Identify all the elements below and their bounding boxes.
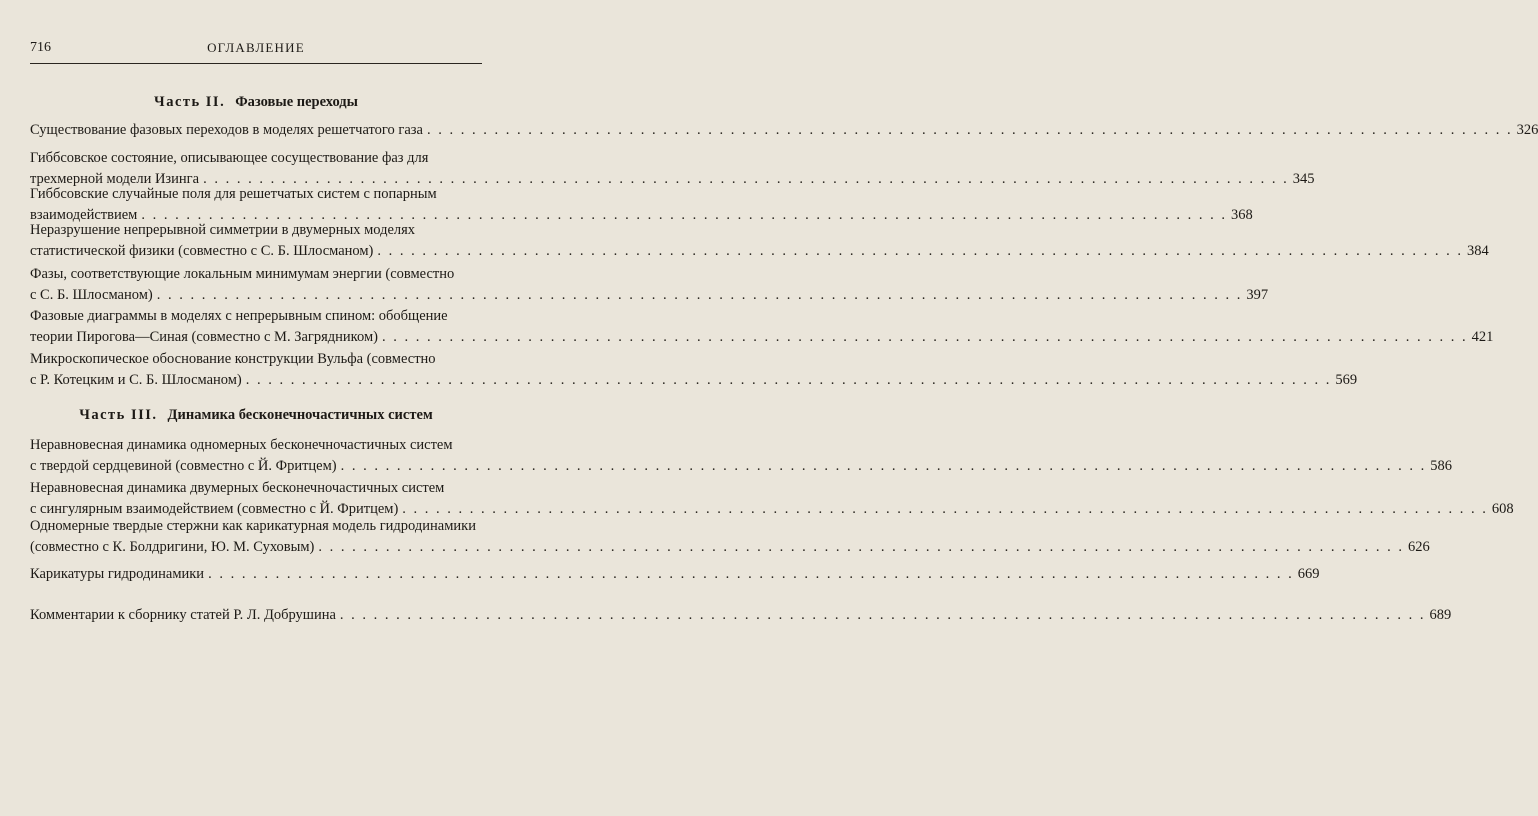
leader-dots: . . . . . . . . . . . . . . . . . . . . . . . . . . . . . . . . . . . . . . . . . . . . . . . . . . . . . . . . . . . . . . . . . . . . . . . . . . . . . . . . . . . . . . . . . . . . . . . . . — [203, 171, 1289, 187]
leader-dots: . . . . . . . . . . . . . . . . . . . . . . . . . . . . . . . . . . . . . . . . . . . . . . . . . . . . . . . . . . . . . . . . . . . . . . . . . . . . . . . . . . . . . . . . . . . . . . . . . — [245, 372, 1332, 388]
toc-entry-text: Гиббсовское состояние, описывающее сосуществование фаз для — [30, 150, 429, 166]
toc-entry-text: Одномерные твердые стержни как карикатурная модель гидродинамики — [30, 518, 476, 534]
page-header — [30, 40, 482, 60]
part-label: Часть III. — [79, 407, 158, 423]
toc-entry-text: Гиббсовские случайные поля для решетчатых систем с попарным — [30, 186, 437, 202]
leader-dots: . . . . . . . . . . . . . . . . . . . . . . . . . . . . . . . . . . . . . . . . . . . . . . . . . . . . . . . . . . . . . . . . . . . . . . . . . . . . . . . . . . . . . . . . . . . . . . . . . — [402, 501, 1488, 517]
toc-entry[interactable] — [30, 478, 1514, 520]
toc-entry-text: с сингулярным взаимодействием (совместно с Й. Фритцем) — [30, 501, 399, 517]
toc-entry-page: 689 — [1429, 607, 1452, 623]
toc-entry-page: 397 — [1246, 287, 1269, 303]
toc-entry[interactable] — [30, 564, 1320, 585]
toc-entry-page: 345 — [1292, 171, 1315, 187]
toc-entry-page: 368 — [1230, 207, 1253, 223]
running-title: ОГЛАВЛЕНИЕ — [207, 40, 305, 55]
toc-entry-page: 421 — [1471, 329, 1494, 345]
toc-entry-text: Микроскопическое обоснование конструкции Вульфа (совместно — [30, 351, 436, 367]
toc-entry-text: теории Пирогова—Синая (совместно с М. Загрядником) — [30, 329, 378, 345]
leader-dots: . . . . . . . . . . . . . . . . . . . . . . . . . . . . . . . . . . . . . . . . . . . . . . . . . . . . . . . . . . . . . . . . . . . . . . . . . . . . . . . . . . . . . . . . . . . . . . . . . — [377, 243, 1464, 259]
toc-entry-text: взаимодействием — [30, 207, 138, 223]
leader-dots: . . . . . . . . . . . . . . . . . . . . . . . . . . . . . . . . . . . . . . . . . . . . . . . . . . . . . . . . . . . . . . . . . . . . . . . . . . . . . . . . . . . . . . . . . . . . . . . . . — [156, 287, 1243, 303]
toc-entry-text: (совместно с К. Болдригини, Ю. М. Суховым) — [30, 539, 315, 555]
part-label: Часть II. — [154, 94, 226, 110]
part-heading — [30, 94, 482, 111]
header-rule — [30, 63, 482, 64]
toc-entry-text: с Р. Котецким и С. Б. Шлосманом) — [30, 372, 242, 388]
toc-entry-text: Комментарии к сборнику статей Р. Л. Добрушина — [30, 607, 336, 623]
toc-entry-text: Существование фазовых переходов в моделях решетчатого газа — [30, 122, 423, 138]
leader-dots: . . . . . . . . . . . . . . . . . . . . . . . . . . . . . . . . . . . . . . . . . . . . . . . . . . . . . . . . . . . . . . . . . . . . . . . . . . . . . . . . . . . . . . . . . . . . . . . . . — [381, 329, 1468, 345]
toc-entry-text: Неравновесная динамика одномерных бесконечночастичных систем — [30, 437, 453, 453]
toc-entry-text: Карикатуры гидродинамики — [30, 566, 205, 582]
part-title: Фазовые переходы — [235, 94, 358, 110]
leader-dots: . . . . . . . . . . . . . . . . . . . . . . . . . . . . . . . . . . . . . . . . . . . . . . . . . . . . . . . . . . . . . . . . . . . . . . . . . . . . . . . . . . . . . . . . . . . . . . . . . — [208, 566, 1294, 582]
leader-dots: . . . . . . . . . . . . . . . . . . . . . . . . . . . . . . . . . . . . . . . . . . . . . . . . . . . . . . . . . . . . . . . . . . . . . . . . . . . . . . . . . . . . . . . . . . . . . . . . . — [141, 207, 1227, 223]
toc-entry-page: 669 — [1297, 566, 1320, 582]
toc-entry-comments[interactable] — [30, 605, 1452, 626]
leader-dots: . . . . . . . . . . . . . . . . . . . . . . . . . . . . . . . . . . . . . . . . . . . . . . . . . . . . . . . . . . . . . . . . . . . . . . . . . . . . . . . . . . . . . . . . . . . . . . . . . — [339, 607, 1426, 623]
toc-entry-text: Неравновесная динамика двумерных бесконечночастичных систем — [30, 480, 445, 496]
toc-entry[interactable] — [30, 220, 1489, 262]
toc-entry[interactable] — [30, 120, 1538, 141]
toc-entry-page: 608 — [1491, 501, 1514, 517]
toc-entry[interactable] — [30, 306, 1494, 348]
toc-entry[interactable] — [30, 264, 1269, 306]
toc-entry-page: 626 — [1407, 539, 1430, 555]
toc-entry-text: с С. Б. Шлосманом) — [30, 287, 153, 303]
part-heading — [30, 407, 482, 424]
leader-dots: . . . . . . . . . . . . . . . . . . . . . . . . . . . . . . . . . . . . . . . . . . . . . . . . . . . . . . . . . . . . . . . . . . . . . . . . . . . . . . . . . . . . . . . . . . . . . . . . . — [426, 122, 1513, 138]
toc-entry[interactable] — [30, 349, 1358, 391]
toc-entry-page: 569 — [1335, 372, 1358, 388]
toc-entry[interactable] — [30, 516, 1430, 558]
part-title: Динамика бесконечночастичных систем — [167, 407, 433, 423]
toc-entry-text: Неразрушение непрерывной симметрии в двумерных моделях — [30, 222, 416, 238]
page-number: 716 — [30, 40, 51, 55]
toc-entry-text: трехмерной модели Изинга — [30, 171, 200, 187]
leader-dots: . . . . . . . . . . . . . . . . . . . . . . . . . . . . . . . . . . . . . . . . . . . . . . . . . . . . . . . . . . . . . . . . . . . . . . . . . . . . . . . . . . . . . . . . . . . . . . . . . — [340, 458, 1427, 474]
toc-entry-page: 326 — [1516, 122, 1538, 138]
toc-entry-text: Фазовые диаграммы в моделях с непрерывным спином: обобщение — [30, 308, 448, 324]
toc-entry-page: 384 — [1467, 243, 1489, 259]
toc-entry-text: с твердой сердцевиной (совместно с Й. Фритцем) — [30, 458, 337, 474]
toc-entry[interactable] — [30, 435, 1452, 477]
toc-entry-text: Фазы, соответствующие локальным минимумам энергии (совместно — [30, 266, 455, 282]
toc-entry-text: статистической физики (совместно с С. Б. Шлосманом) — [30, 243, 374, 259]
leader-dots: . . . . . . . . . . . . . . . . . . . . . . . . . . . . . . . . . . . . . . . . . . . . . . . . . . . . . . . . . . . . . . . . . . . . . . . . . . . . . . . . . . . . . . . . . . . . . . . . . — [318, 539, 1404, 555]
toc-entry-page: 586 — [1430, 458, 1452, 474]
